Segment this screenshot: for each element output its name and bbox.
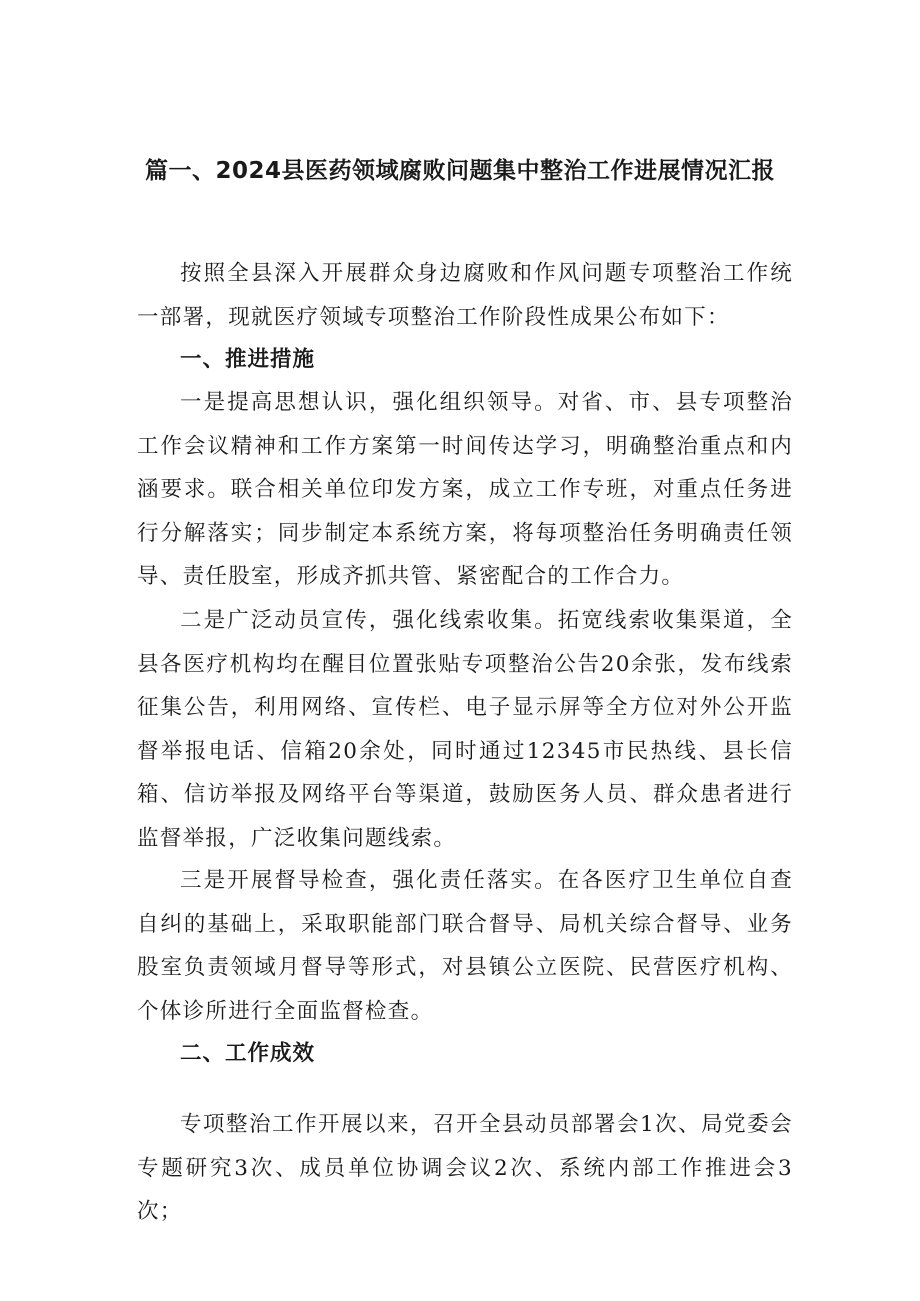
results-paragraph-1: 专项整治工作开展以来，召开全县动员部署会1次、局党委会专题研究3次、成员单位协调会议2次、系统内部工作推进会3次； xyxy=(137,1112,793,1224)
section-heading-measures: 一、推进措施 xyxy=(180,347,316,372)
section-heading-results: 二、工作成效 xyxy=(180,1041,316,1066)
document-title: 篇一、2024县医药领域腐败问题集中整治工作进展情况汇报 xyxy=(144,158,775,184)
measure-paragraph-2: 二是广泛动员宣传，强化线索收集。拓宽线索收集渠道，全县各医疗机构均在醒目位置张贴专项整治公告20余张，发布线索征集公告，利用网络、宣传栏、电子显示屏等全方位对外公开监督举报电话、信箱20余处，同时通过12345市民热线、县长信箱、信访举报及网络平台等渠道，鼓励医务人员、群众患者进行监督举报，广泛收集问题线索。 xyxy=(137,608,793,851)
measure-paragraph-3: 三是开展督导检查，强化责任落实。在各医疗卫生单位自查自纠的基础上，采取职能部门联合督导、局机关综合督导、业务股室负责领域月督导等形式，对县镇公立医院、民营医疗机构、个体诊所进行全面监督检查。 xyxy=(137,868,793,1024)
measure-paragraph-1: 一是提高思想认识，强化组织领导。对省、市、县专项整治工作会议精神和工作方案第一时间传达学习，明确整治重点和内涵要求。联合相关单位印发方案，成立工作专班，对重点任务进行分解落实；同步制定本系统方案，将每项整治任务明确责任领导、责任股室，形成齐抓共管、紧密配合的工作合力。 xyxy=(137,390,793,589)
intro-paragraph: 按照全县深入开展群众身边腐败和作风问题专项整治工作统一部署，现就医疗领域专项整治工作阶段性成果公布如下： xyxy=(137,261,793,330)
